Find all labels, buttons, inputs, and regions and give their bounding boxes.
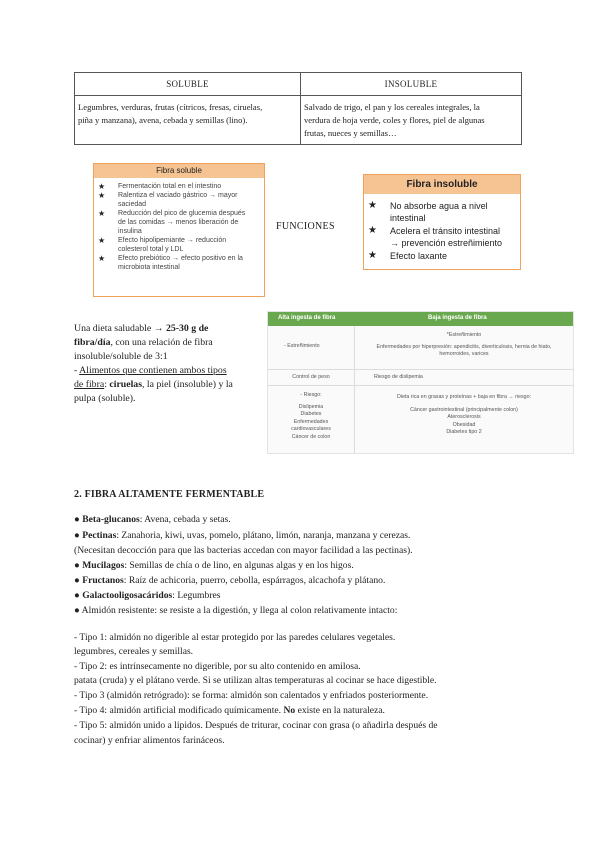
star-icon: ★ <box>98 182 106 191</box>
star-icon: ★ <box>98 191 106 200</box>
fibra-insoluble-box <box>363 174 521 270</box>
list-item: ★ Efecto prebiótico → efecto positivo en la microbiota intestinal <box>98 254 243 271</box>
dieta-paragraph: Una dieta saludable → 25-30 g de fibra/día, con una relación de fibra insoluble/soluble de 3:1 - Alimentos que contienen ambos tipos de fibra: ciruelas, la piel (insoluble) y la pulpa (soluble). <box>74 323 233 404</box>
fibra-insoluble-list <box>364 194 520 262</box>
pectinas-note: (Necesitan decocción para que las bacterias accedan con mayor facilidad a las pectinas). <box>74 545 413 556</box>
almidon-line: ● Almidón resistente: se resiste a la digestión, y llega al colon relativamente intacto: <box>74 605 398 616</box>
star-icon: ★ <box>98 209 106 218</box>
row1-left: - Estreñimiento <box>284 343 320 349</box>
row1-right: *Estreñimiento Enfermedades por hiperpresión: apendicitis, diverticulosis, hernia de hiato, hemorroides, varices <box>376 332 552 357</box>
table-header <box>268 312 573 326</box>
tipo4-line: - Tipo 4: almidón artificial modificado químicamente. No existe en la naturaleza. <box>74 705 385 716</box>
star-icon: ★ <box>98 236 106 245</box>
row3-right: Dieta rica en grasas y proteínas + baja en fibra → riesgo: Cáncer gastrointestinal (principalmente colon) Aterosclerosis Obesidad Diabetes tipo 2 <box>396 394 532 435</box>
ingesta-fibra-table <box>267 311 574 454</box>
header-alta: Alta ingesta de fibra <box>278 315 336 321</box>
tipo5-line: - Tipo 5: almidón unido a lípidos. Después de triturar, cocinar con grasa (o añadirla después de <box>74 720 438 731</box>
row2-left: Control de peso <box>292 374 330 380</box>
list-item: ★ Efecto laxante <box>368 250 448 261</box>
cell-insoluble: Salvado de trigo, el pan y los cereales integrales, la verdura de hoja verde, coles y flores, piel de algunas frutas, nueces y semillas… <box>304 102 485 138</box>
row2-right: Riesgo de dislipemia <box>374 374 423 380</box>
tipo1-example: legumbres, cereales y semillas. <box>74 646 194 657</box>
galacto-line: ● Galactooligosacáridos: Legumbres <box>74 590 221 601</box>
section-title: 2. FIBRA ALTAMENTE FERMENTABLE <box>74 489 265 500</box>
list-item: ★ Acelera el tránsito intestinal → prevención estreñimiento <box>368 225 503 248</box>
list-item: ★ Efecto hipolipemiante → reducción colesterol total y LDL <box>98 236 227 253</box>
mucilagos-line: ● Mucilagos: Semillas de chía o de lino, en algunas algas y en los higos. <box>74 560 354 571</box>
header-baja: Baja ingesta de fibra <box>428 315 487 321</box>
fibra-comparison-table <box>74 72 522 145</box>
row3-left: - Riesgo: Dislipemia Diabetes Enfermedades cardiovasculares Cáncer de colon <box>291 392 331 440</box>
tipo5-line-2: cocinar) y enfriar alimentos farináceos. <box>74 735 225 746</box>
tipo2-line: - Tipo 2: es intrínsecamente no digerible, por su alto contenido en amilosa. <box>74 661 361 672</box>
star-icon: ★ <box>368 250 377 261</box>
list-item: ★ Ralentiza el vaciado gástrico → mayor saciedad <box>98 191 238 208</box>
pectinas-line: ● Pectinas: Zanahoria, kiwi, uvas, pomelo, plátano, limón, naranja, manzana y cerezas. <box>74 530 411 541</box>
fibra-insoluble-title: Fibra insoluble <box>364 175 520 194</box>
funciones-label: FUNCIONES <box>276 221 335 232</box>
header-insoluble: INSOLUBLE <box>384 79 438 89</box>
tipo3-line: - Tipo 3 (almidón retrógrado): se forma: almidón son calentados y enfriados posteriormente. <box>74 690 429 701</box>
cell-soluble: Legumbres, verduras, frutas (cítricos, fresas, ciruelas, piña y manzana), avena, cebada y semillas (lino). <box>78 102 263 125</box>
fibra-soluble-box <box>93 163 265 297</box>
list-item: ★ Reducción del pico de glucemia después de las comidas → menos liberación de insulina <box>98 209 246 235</box>
star-icon: ★ <box>98 254 106 263</box>
star-icon: ★ <box>368 225 377 236</box>
beta-glucanos-line: ● Beta-glucanos: Avena, cebada y setas. <box>74 514 231 525</box>
fibra-soluble-list <box>94 178 264 272</box>
header-soluble: SOLUBLE <box>166 79 209 89</box>
tipo1-line: - Tipo 1: almidón no digerible al estar protegido por las paredes celulares vegetales. <box>74 632 396 643</box>
tipo2-example: patata (cruda) y el plátano verde. Si se utilizan altas temperaturas al cocinar se hace digestible. <box>74 675 437 686</box>
list-item: ★ Fermentación total en el intestino <box>98 182 222 191</box>
star-icon: ★ <box>368 200 377 211</box>
list-item: ★ No absorbe agua a nivel intestinal <box>368 200 488 223</box>
fibra-soluble-title: Fibra soluble <box>94 164 264 178</box>
fructanos-line: ● Fructanos: Raíz de achicoria, puerro, cebolla, espárragos, alcachofa y plátano. <box>74 575 386 586</box>
